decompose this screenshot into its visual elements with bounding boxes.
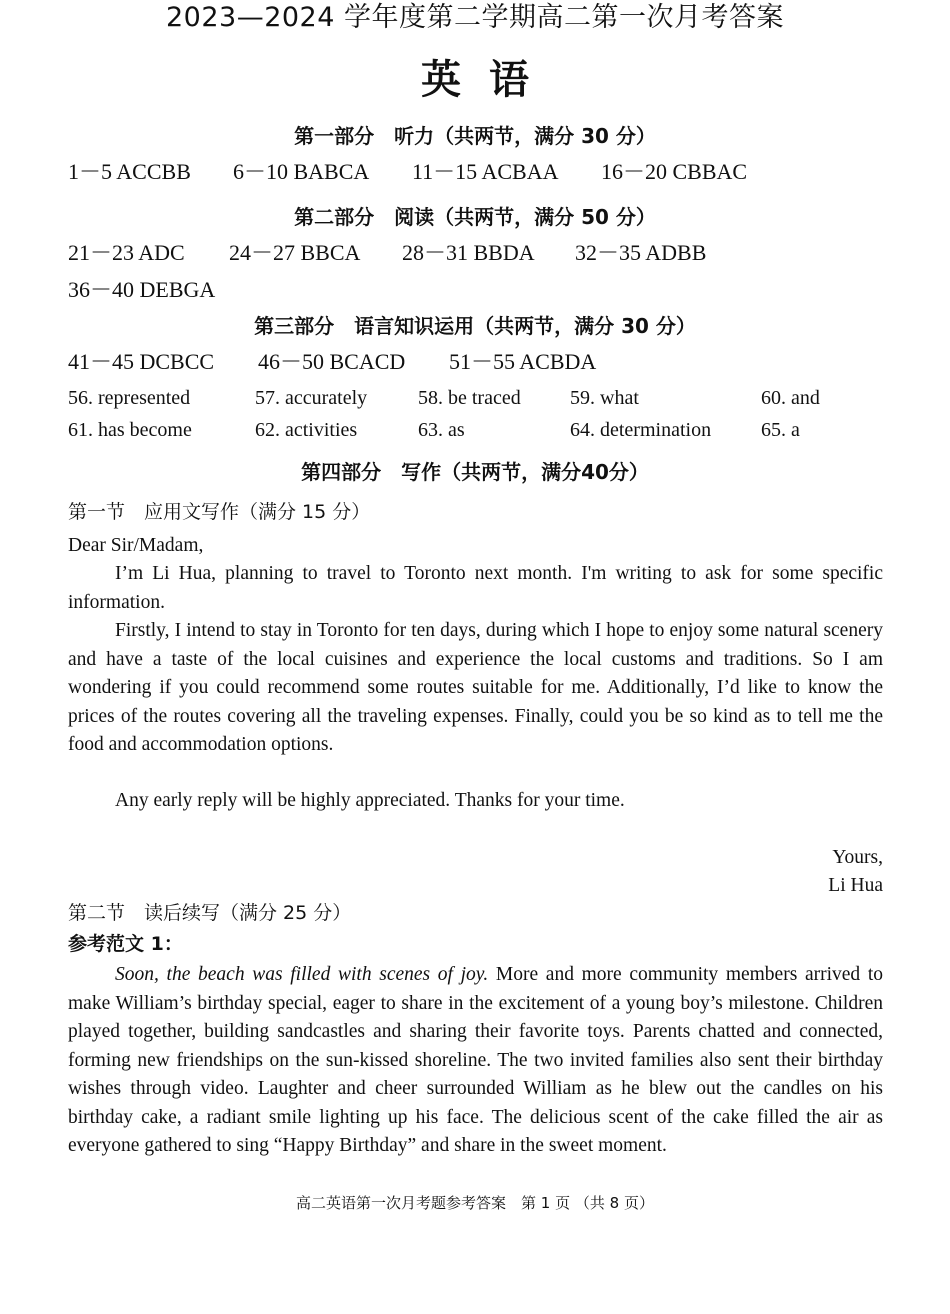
blank-answer: 65. a: [761, 419, 800, 441]
blank-answer: 56. represented: [68, 387, 191, 409]
blank-answer: 60. and: [761, 387, 820, 409]
answer-group: 1－5 ACCBB: [68, 159, 191, 184]
blank-answer: 63. as: [418, 419, 465, 441]
blank-answer: 58. be traced: [418, 387, 521, 409]
section1-heading: 第一节 应用文写作（满分 15 分）: [68, 501, 371, 523]
answer-group: 11－15 ACBAA: [412, 159, 559, 184]
paragraph-body: More and more community members arrived to make William’s birthday special, eager to share in the excitement of a young boy’s milestone. Children played together, building sandcastles and sharing their favorite toys. Parents chatted and connected, forming new friendships on the sun-kissed shoreline. The two invited families also sent their birthday wishes through video. Laughter and cheer surrounded William as he blew out the candles on his birthday cake, a radiant smile lighting up his face. The delicious scent of the cake filled the air as everyone gathered to sing “Happy Birthday” and share in the sweet moment.: [68, 964, 883, 1156]
letter-paragraph: Firstly, I intend to stay in Toronto for ten days, during which I hope to enjoy some natural scenery and have a taste of the local cuisines and experience the local customs and traditions. So I am wondering if you could recommend some routes suitable for me. Additionally, I’d like to know the prices of the routes covering all the traveling expenses. Finally, could you be so kind as to tell me the food and accommodation options.: [68, 620, 883, 755]
blank-answer: 64. determination: [570, 419, 712, 441]
answer-group: 6－10 BABCA: [233, 159, 370, 184]
opening-sentence: Soon, the beach was filled with scenes of joy.: [115, 964, 489, 985]
answer-group: 51－55 ACBDA: [449, 349, 597, 374]
page-title: 2023—2024 学年度第二学期高二第一次月考答案: [165, 2, 784, 33]
letter-closing: Yours,: [832, 847, 883, 868]
answer-group: 24－27 BBCA: [229, 240, 361, 265]
answer-group: 36－40 DEBGA: [68, 277, 216, 302]
part3-heading: 第三部分 语言知识运用（共两节，满分 30 分）: [254, 314, 696, 338]
letter-signature: Li Hua: [828, 875, 883, 896]
blank-answer: 62. activities: [255, 419, 358, 441]
letter-greeting: Dear Sir/Madam,: [68, 535, 204, 556]
part1-heading: 第一部分 听力（共两节，满分 30 分）: [294, 124, 656, 148]
answer-group: 32－35 ADBB: [575, 240, 707, 265]
letter-paragraph: Any early reply will be highly appreciated. Thanks for your time.: [115, 790, 625, 811]
answer-group: 46－50 BCACD: [258, 349, 406, 374]
answer-group: 21－23 ADC: [68, 240, 185, 265]
section2-heading: 第二节 读后续写（满分 25 分）: [68, 902, 352, 924]
sample-paragraph: [68, 961, 883, 1161]
subject-title: 英语: [421, 57, 557, 103]
page-footer: 高二英语第一次月考题参考答案 第 1 页 （共 8 页）: [296, 1194, 654, 1212]
blank-answer: 61. has become: [68, 419, 192, 441]
letter-paragraph: I’m Li Hua, planning to travel to Toronto next month. I'm writing to ask for some specific information.: [68, 563, 883, 613]
blank-answer: 59. what: [570, 387, 639, 409]
answer-group: 41－45 DCBCC: [68, 349, 215, 374]
blank-answer: 57. accurately: [255, 387, 368, 409]
sample-label: 参考范文 1：: [68, 933, 183, 955]
part4-heading: 第四部分 写作（共两节，满分40分）: [301, 460, 649, 484]
answer-group: 16－20 CBBAC: [601, 159, 748, 184]
answer-group: 28－31 BBDA: [402, 240, 535, 265]
part2-heading: 第二部分 阅读（共两节，满分 50 分）: [294, 205, 656, 229]
